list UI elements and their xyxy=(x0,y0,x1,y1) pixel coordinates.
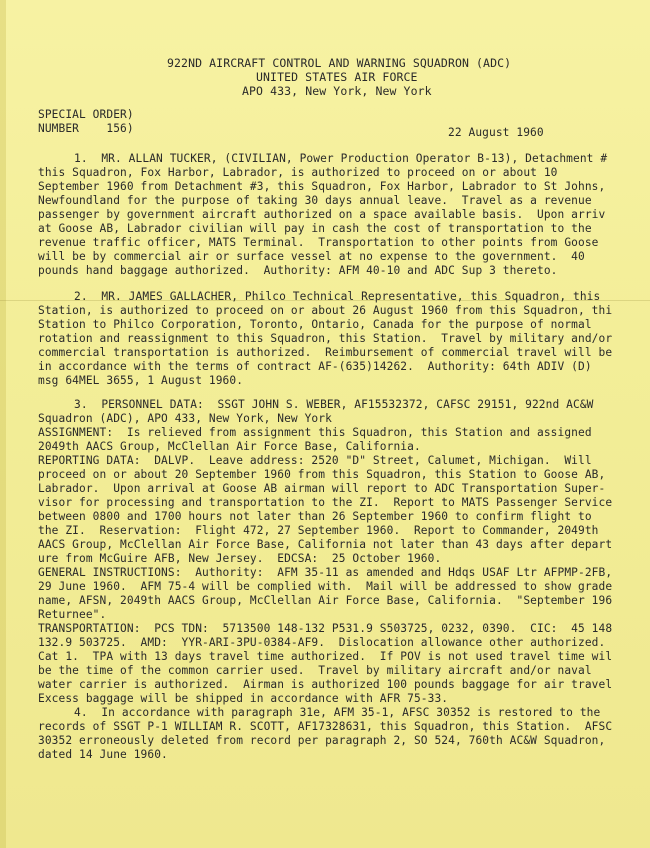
paper-edge xyxy=(0,0,6,848)
para3-line: Labrador. Upon arrival at Goose AB airman will report to ADC Transportation Super- xyxy=(38,482,606,495)
order-label: SPECIAL ORDER) xyxy=(38,108,134,121)
para1-line: this Squadron, Fox Harbor, Labrador, is authorized to proceed on or about 10 xyxy=(38,166,558,179)
para4-line: records of SSGT P-1 WILLIAM R. SCOTT, AF17328631, this Squadron, this Station. AFSC xyxy=(38,720,613,733)
header-address: APO 433, New York, New York xyxy=(242,84,432,98)
para4-line: dated 14 June 1960. xyxy=(38,748,168,761)
para2-line: Station to Philco Corporation, Toronto, Ontario, Canada for the purpose of normal xyxy=(38,318,592,331)
para3-line: REPORTING DATA: DALVP. Leave address: 2520 "D" Street, Calumet, Michigan. Will xyxy=(38,454,592,467)
para3-line: proceed on or about 20 September 1960 from this Squadron, this Station to Goose AB, xyxy=(38,468,606,481)
para3-line: name, AFSN, 2049th AACS Group, McClellan Air Force Base, California. "September 196 xyxy=(38,594,613,607)
para3-line: ure from McGuire AFB, New Jersey. EDCSA: 25 October 1960. xyxy=(38,552,442,565)
para3-line: 3. PERSONNEL DATA: SSGT JOHN S. WEBER, AF15532372, CAFSC 29151, 922nd AC&W xyxy=(74,398,594,411)
para3-line: 29 June 1960. AFM 75-4 will be complied with. Mail will be addressed to show grade xyxy=(38,580,613,593)
para2-line: rotation and reassignment to this Squadron, this Station. Travel by military and/or xyxy=(38,332,613,345)
para3-line: AACS Group, McClellan Air Force Base, California not later than 43 days after depart xyxy=(38,538,613,551)
header-unit: 922ND AIRCRAFT CONTROL AND WARNING SQUADRON (ADC) xyxy=(167,56,512,70)
para3-line: 132.9 503725. AMD: YYR-ARI-3PU-0384-AF9. Dislocation allowance other authorized. xyxy=(38,636,606,649)
para3-line: the ZI. Reservation: Flight 472, 27 September 1960. Report to Commander, 2049th xyxy=(38,524,599,537)
para1-line: Newfoundland for the purpose of taking 30 days annual leave. Travel as a revenue xyxy=(38,194,592,207)
para2-line: Station, is authorized to proceed on or about 26 August 1960 from this Squadron, thi xyxy=(38,304,613,317)
para3-line: Excess baggage will be shipped in accordance with AFR 75-33. xyxy=(38,692,449,705)
para1-line: 1. MR. ALLAN TUCKER, (CIVILIAN, Power Production Operator B-13), Detachment # xyxy=(74,152,608,165)
para3-line: ASSIGNMENT: Is relieved from assignment this Squadron, this Station and assigned xyxy=(38,426,592,439)
para2-line: in accordance with the terms of contract AF-(635)14262. Authority: 64th ADIV (D) xyxy=(38,360,592,373)
para3-line: GENERAL INSTRUCTIONS: Authority: AFM 35-11 as amended and Hdqs USAF Ltr AFPMP-2FB, xyxy=(38,566,613,579)
header-service: UNITED STATES AIR FORCE xyxy=(256,70,418,84)
para1-line: pounds hand baggage authorized. Authority: AFM 40-10 and ADC Sup 3 thereto. xyxy=(38,264,558,277)
order-date: 22 August 1960 xyxy=(448,126,544,139)
para2-line: msg 64MEL 3655, 1 August 1960. xyxy=(38,374,244,387)
para3-line: Squadron (ADC), APO 433, New York, New York xyxy=(38,412,332,425)
para4-line: 4. In accordance with paragraph 31e, AFM 35-1, AFSC 30352 is restored to the xyxy=(74,706,601,719)
para1-line: at Goose AB, Labrador civilian will pay in cash the cost of transportation to the xyxy=(38,222,592,235)
para1-line: will be by commercial air or surface vessel at no expense to the government. 40 xyxy=(38,250,585,263)
para1-line: passenger by government aircraft authorized on a space available basis. Upon arriv xyxy=(38,208,606,221)
para2-line: 2. MR. JAMES GALLACHER, Philco Technical Representative, this Squadron, this xyxy=(74,290,601,303)
para3-line: water carrier is authorized. Airman is authorized 100 pounds baggage for air travel xyxy=(38,678,613,691)
para1-line: September 1960 from Detachment #3, this Squadron, Fox Harbor, Labrador to St Johns, xyxy=(38,180,606,193)
para3-line: 2049th AACS Group, McClellan Air Force Base, California. xyxy=(38,440,421,453)
para3-line: TRANSPORTATION: PCS TDN: 5713500 148-132 P531.9 S503725, 0232, 0390. CIC: 45 148 xyxy=(38,622,613,635)
para3-line: Returnee". xyxy=(38,608,107,621)
para3-line: be the time of the common carrier used. Travel by military aircraft and/or naval xyxy=(38,664,592,677)
para3-line: between 0800 and 1700 hours not later than 26 September 1960 to confirm flight to xyxy=(38,510,592,523)
order-number: NUMBER 156) xyxy=(38,122,134,135)
para4-line: 30352 erroneously deleted from record per paragraph 2, SO 524, 760th AC&W Squadron, xyxy=(38,734,606,747)
para3-line: visor for processing and transportation to the ZI. Report to MATS Passenger Service xyxy=(38,496,613,509)
para2-line: commercial transportation is authorized. Reimbursement of commercial travel will be xyxy=(38,346,613,359)
para1-line: revenue traffic officer, MATS Terminal. Transportation to other points from Goose xyxy=(38,236,599,249)
para3-line: Cat 1. TPA with 13 days travel time authorized. If POV is not used travel time wil xyxy=(38,650,613,663)
